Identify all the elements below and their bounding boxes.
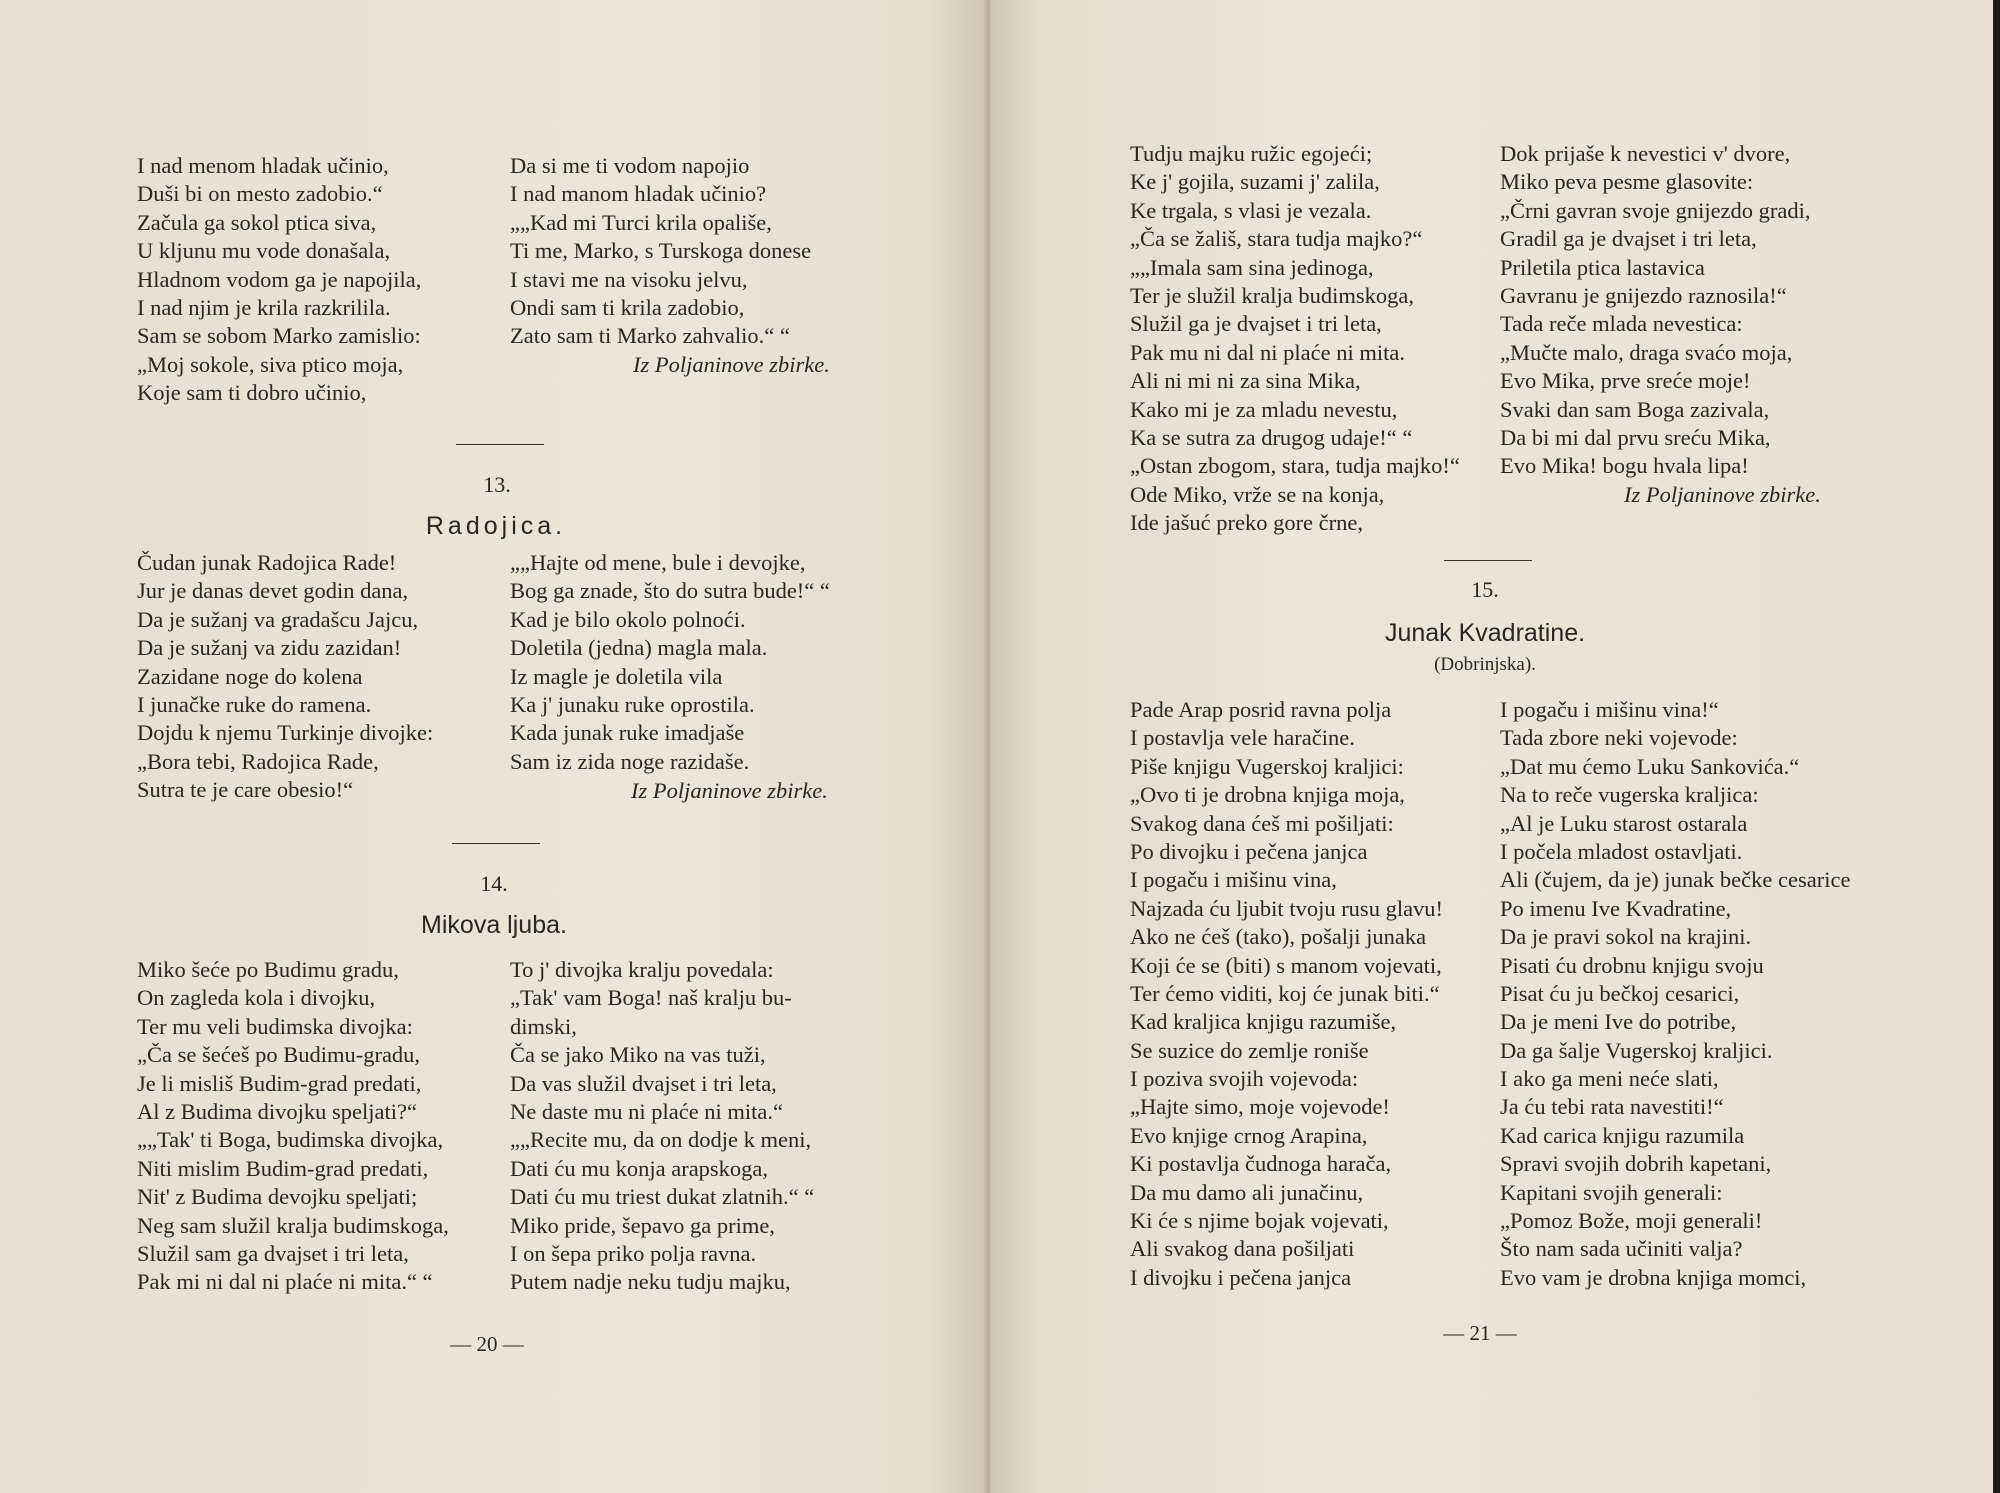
verse-line: I postavlja vele haračine. <box>1130 725 1355 751</box>
verse-line: Služil sam ga dvajset i tri leta, <box>137 1240 409 1266</box>
song-15-subtitle: (Dobrinjska). <box>1434 654 1536 675</box>
verse-line: Nit' z Budima devojku speljati; <box>137 1184 418 1210</box>
verse-line: „„Hajte od mene, bule i devojke, <box>510 550 806 575</box>
verse-line: Ter je služil kralja budimskoga, <box>1130 282 1414 308</box>
verse-line: Dati ću mu konja arapskoga, <box>510 1155 769 1181</box>
verse-line: „Tak' vam Boga! naš kralju bu- <box>510 985 792 1011</box>
verse-line: „Hajte simo, moje vojevode! <box>1130 1094 1390 1120</box>
song-13-number: 13. <box>483 472 511 497</box>
divider-rule <box>1444 560 1532 561</box>
page-number: — 21 — <box>1443 1321 1517 1345</box>
verse-line: Po imenu Ive Kvadratine, <box>1500 895 1732 921</box>
verse-line: Dok prijaše k nevestici v' dvore, <box>1500 141 1791 166</box>
verse-line: Ode Miko, vrže se na konja, <box>1130 481 1385 507</box>
verse-line: Kad carica knjigu razumila <box>1500 1122 1745 1148</box>
verse-line: Tudju majku ružic egojeći; <box>1130 141 1373 166</box>
verse-line: Duši bi on mesto zadobio.“ <box>137 181 383 207</box>
verse-line: Na to reče vugerska kraljica: <box>1500 782 1759 808</box>
verse-line: Bog ga znade, što do sutra bude!“ “ <box>510 578 830 604</box>
verse-line: Sam iz zida noge razidaše. <box>510 748 750 774</box>
verse-line: U kljunu mu vode donašala, <box>137 238 391 264</box>
verse-line: Da vas služil dvajset i tri leta, <box>510 1070 777 1096</box>
verse-line: „Ostan zbogom, stara, tudja majko!“ <box>1130 453 1460 479</box>
left-col-b-source: Iz Poljaninove zbirke. <box>633 352 830 377</box>
right-col-b-source: Iz Poljaninove zbirke. <box>1624 482 1821 507</box>
verse-line: I nad manom hladak učinio? <box>510 181 767 207</box>
verse-line: Evo Mika, prve sreće moje! <box>1500 368 1751 394</box>
divider-rule <box>456 444 544 445</box>
verse-line: Ter ćemo viditi, koj će junak biti.“ <box>1130 980 1440 1006</box>
verse-line: Što nam sada učiniti valja? <box>1500 1236 1743 1262</box>
verse-line: Ali (čujem, da je) junak bečke cesarice <box>1500 867 1851 893</box>
verse-line: Svaki dan sam Boga zazivala, <box>1500 396 1770 422</box>
verse-line: Koje sam ti dobro učinio, <box>137 380 367 406</box>
verse-line: Ki postavlja čudnoga harača, <box>1130 1151 1392 1177</box>
verse-line: Da ga šalje Vugerskoj kraljici. <box>1500 1037 1773 1063</box>
page-number: — 20 — <box>450 1332 524 1356</box>
verse-line: Pisati ću drobnu knjigu svoju <box>1500 952 1764 978</box>
verse-line: I divojku i pečena janjca <box>1130 1264 1352 1290</box>
right-page <box>990 0 1993 1493</box>
verse-line: Začula ga sokol ptica siva, <box>137 209 377 235</box>
verse-line: Gavranu je gnijezdo raznosila!“ <box>1500 282 1787 308</box>
verse-line: Ka se sutra za drugog udaje!“ “ <box>1130 424 1413 450</box>
verse-line: Da mu damo ali junačinu, <box>1130 1179 1364 1205</box>
song-14-col-a <box>137 956 449 1297</box>
verse-line: Ter mu veli budimska divojka: <box>137 1013 413 1039</box>
verse-line: Ali ni mi ni za sina Mika, <box>1130 368 1361 394</box>
verse-line: Čudan junak Radojica Rade! <box>137 550 397 575</box>
verse-line: Je li misliš Budim-grad predati, <box>137 1070 422 1096</box>
left-col-b <box>510 152 811 351</box>
verse-line: Da je meni Ive do potribe, <box>1500 1009 1737 1035</box>
verse-line: Ali svakog dana pošiljati <box>1130 1236 1355 1262</box>
verse-line: Da je sužanj va zidu zazidan! <box>137 635 402 661</box>
verse-line: Da je pravi sokol na krajini. <box>1500 924 1752 950</box>
verse-line: I poziva svojih vojevoda: <box>1130 1066 1359 1092</box>
verse-line: „Pomoz Bože, moji generali! <box>1500 1208 1763 1234</box>
verse-line: Priletila ptica lastavica <box>1500 254 1705 280</box>
verse-line: Doletila (jedna) magla mala. <box>510 635 768 661</box>
verse-line: Jur je danas devet godin dana, <box>137 578 409 604</box>
verse-line: „„Imala sam sina jedinoga, <box>1130 254 1374 280</box>
song-15-col-b <box>1500 696 1850 1292</box>
verse-line: Kako mi je za mladu nevestu, <box>1130 396 1398 422</box>
verse-line: „Bora tebi, Radojica Rade, <box>137 748 379 774</box>
verse-line: „„Recite mu, da on dodje k meni, <box>510 1127 812 1153</box>
verse-line: Pak mi ni dal ni plaće ni mita.“ “ <box>137 1269 433 1295</box>
verse-line: „Ča se žališ, stara tudja majko?“ <box>1130 226 1423 252</box>
verse-line: To j' divojka kralju povedala: <box>510 957 774 982</box>
song-15-col-a <box>1130 696 1443 1292</box>
right-col-a <box>1130 140 1460 537</box>
verse-line: Kad kraljica knjigu razumiše, <box>1130 1009 1397 1035</box>
verse-line: Evo Mika! bogu hvala lipa! <box>1500 453 1749 479</box>
verse-line: Ja ću tebi rata navestiti!“ <box>1500 1094 1724 1120</box>
verse-line: Hladnom vodom ga je napojila, <box>137 266 422 292</box>
song-13-source: Iz Poljaninove zbirke. <box>631 778 828 803</box>
verse-line: Po divojku i pečena janjca <box>1130 838 1368 864</box>
verse-line: I pogaču i mišinu vina!“ <box>1500 697 1719 722</box>
verse-line: Ti me, Marko, s Turskoga donese <box>510 238 812 264</box>
song-13-title: Radojica. <box>425 512 567 540</box>
verse-line: „Mučte malo, draga svaćo moja, <box>1500 339 1793 365</box>
divider-rule <box>452 843 540 844</box>
left-page <box>0 0 990 1493</box>
verse-line: Najzada ću ljubit tvoju rusu glavu! <box>1130 895 1444 921</box>
verse-line: Služil ga je dvajset i tri leta, <box>1130 311 1382 337</box>
verse-line: Koji će se (biti) s manom vojevati, <box>1130 952 1442 978</box>
verse-line: Pisat ću ju bečkoj cesarici, <box>1500 980 1740 1006</box>
verse-line: I stavi me na visoku jelvu, <box>510 266 748 292</box>
verse-line: „Črni gavran svoje gnijezdo gradi, <box>1500 197 1811 223</box>
verse-line: „„Tak' ti Boga, budimska divojka, <box>137 1127 444 1153</box>
song-14-number: 14. <box>480 871 508 896</box>
verse-line: I ako ga meni neće slati, <box>1500 1066 1719 1092</box>
verse-line: Dojdu k njemu Turkinje divojke: <box>137 720 434 746</box>
verse-line: Da je sužanj va gradašcu Jajcu, <box>137 606 419 632</box>
verse-line: Kad je bilo okolo polnoći. <box>510 606 746 632</box>
verse-line: Ako ne ćeš (tako), pošalji junaka <box>1130 924 1427 950</box>
verse-line: Neg sam služil kralja budimskoga, <box>137 1212 449 1238</box>
verse-line: I nad menom hladak učinio, <box>137 153 389 178</box>
verse-line: Miko pride, šepavo ga prime, <box>510 1212 775 1238</box>
verse-line: Ke trgala, s vlasi je vezala. <box>1130 197 1372 223</box>
verse-line: Ka j' junaku ruke oprostila. <box>510 691 755 717</box>
verse-line: Ki će s njime bojak vojevati, <box>1130 1208 1389 1234</box>
verse-line: Sam se sobom Marko zamislio: <box>137 323 421 349</box>
verse-line: Tada reče mlada nevestica: <box>1500 311 1743 337</box>
verse-line: Evo knjige crnog Arapina, <box>1130 1122 1368 1148</box>
right-col-b <box>1500 140 1811 481</box>
verse-line: Zato sam ti Marko zahvalio.“ “ <box>510 323 790 349</box>
verse-line: Al z Budima divojku speljati?“ <box>137 1098 417 1124</box>
book-edge <box>1993 0 2000 1493</box>
song-15-number: 15. <box>1471 577 1499 602</box>
verse-line: Ča se jako Miko na vas tuži, <box>510 1042 766 1068</box>
verse-line: Sutra te je care obesio!“ <box>137 777 354 803</box>
verse-line: Ne daste mu ni plaće ni mita.“ <box>510 1098 784 1124</box>
verse-line: „Dat mu ćemo Luku Sankovića.“ <box>1500 753 1800 779</box>
verse-line: Putem nadje neku tudju majku, <box>510 1269 791 1295</box>
verse-line: Da si me ti vodom napojio <box>510 153 750 178</box>
verse-line: Da bi mi dal prvu sreću Mika, <box>1500 424 1771 450</box>
verse-line: Tada zbore neki vojevode: <box>1500 725 1738 751</box>
song-13-col-a <box>137 549 433 805</box>
song-14-title: Mikova ljuba. <box>421 911 567 939</box>
verse-line: I pogaču i mišinu vina, <box>1130 867 1337 893</box>
verse-line: „„Kad mi Turci krila opališe, <box>510 209 772 235</box>
verse-line: Piše knjigu Vugerskoj kraljici: <box>1130 753 1404 779</box>
verse-line: I počela mladost ostavljati. <box>1500 838 1743 864</box>
verse-line: Gradil ga je dvajset i tri leta, <box>1500 226 1757 252</box>
verse-line: Ondi sam ti krila zadobio, <box>510 294 745 320</box>
verse-line: I junačke ruke do ramena. <box>137 691 372 717</box>
song-14-col-b <box>510 956 814 1297</box>
verse-line: „Al je Luku starost ostarala <box>1500 810 1748 836</box>
verse-line: Evo vam je drobna knjiga momci, <box>1500 1264 1807 1290</box>
verse-line: On zagleda kola i divojku, <box>137 985 376 1011</box>
verse-line: Spravi svojih dobrih kapetani, <box>1500 1151 1772 1177</box>
verse-line: Se suzice do zemlje roniše <box>1130 1037 1369 1063</box>
verse-line: Svakog dana ćeš mi pošiljati: <box>1130 810 1394 836</box>
verse-line: Dati ću mu triest dukat zlatnih.“ “ <box>510 1184 815 1210</box>
song-15-title: Junak Kvadratine. <box>1384 619 1586 647</box>
verse-line: Pade Arap posrid ravna polja <box>1130 697 1392 722</box>
verse-line: Pak mu ni dal ni plaće ni mita. <box>1130 339 1405 365</box>
song-13-col-b <box>510 549 830 776</box>
verse-line: „Moj sokole, siva ptico moja, <box>137 351 404 377</box>
verse-line: Miko peva pesme glasovite: <box>1500 169 1754 195</box>
verse-line: Ke j' gojila, suzami j' zalila, <box>1130 169 1380 195</box>
verse-line: Kada junak ruke imadjaše <box>510 720 745 746</box>
verse-line: Iz magle je doletila vila <box>510 663 723 689</box>
verse-line: I on šepa priko polja ravna. <box>510 1240 757 1266</box>
verse-line: „Ovo ti je drobna knjiga moja, <box>1130 782 1405 808</box>
verse-line: Niti mislim Budim-grad predati, <box>137 1155 429 1181</box>
verse-line: Kapitani svojih generali: <box>1500 1179 1723 1205</box>
verse-line: dimski, <box>510 1013 577 1039</box>
verse-line: Miko šeće po Budimu gradu, <box>137 957 399 982</box>
verse-line: Ide jašuć preko gore črne, <box>1130 510 1364 536</box>
left-col-a <box>137 152 421 408</box>
verse-line: I nad njim je krila razkrilila. <box>137 294 391 320</box>
verse-line: Zazidane noge do kolena <box>137 663 363 689</box>
verse-line: „Ča se šećeš po Budimu-gradu, <box>137 1042 421 1068</box>
